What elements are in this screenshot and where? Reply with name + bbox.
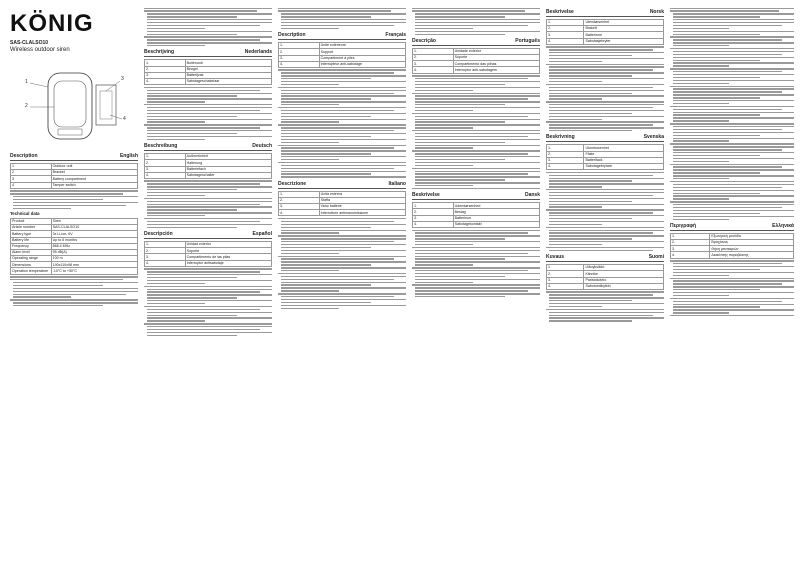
section-header-pt: Descrição Português [412,37,540,44]
parts-table-fi: 1. Ulkoyksikkö 2. Kiinnike 3. Paristokotelo 4. Sabotointikytkin [546,264,664,290]
section-header-sv: Beskrivning Svenska [546,134,664,141]
section-header-da: Beskrivelse Dansk [412,192,540,199]
parts-table-pt: 1. Unidade exterior 2. Suporte 3. Compartimento das pilhas 4. Interruptor anti-sabotagem [412,48,540,74]
brand-logo: KÖNIG [10,10,94,37]
parts-table-da: 1. Udendørsenhed 2. Beslag 3. Batterirum 4. Sabotagekontakt [412,202,540,228]
language-label: English [119,153,138,159]
column-3 [278,6,406,562]
parts-table-sv: 1. Utomhusenhet 2. Fäste 3. Batterifack 4. Sabotagebrytare [546,144,664,170]
section-header-no: Beskrivelse Norsk [546,9,664,15]
product-diagram [10,57,138,149]
parts-table: 1 Outdoor unit 2 Bracket 3 Battery compartment 4 Tamper switch [10,163,138,189]
diagram-label-4: 4 [123,116,126,122]
section-header-nl: Beschrijving Nederlands [144,49,272,56]
section-header-english [10,153,138,161]
siren-illustration [10,57,138,149]
column-2 [144,6,272,562]
diagram-label-1: 1 [25,79,28,85]
parts-table-es: 1. Unidad exterior 2. Soporte 3. Compartimento de las pilas 4. Interruptor antisabotaje [144,241,272,267]
column-6 [670,6,794,562]
parts-table-fr: 1. Unité extérieure 2. Support 3. Compartiment à piles 4. Interrupteur anti-sabotage [278,42,406,68]
tech-data-heading: Technical data [10,210,40,216]
column-5 [546,6,664,562]
column-english [10,8,138,564]
parts-table-no: 1. Utendørsenhet 2. Brakett 3. Batterirom 4. Sabotasjebryter [546,19,664,45]
section-header-es: Descripción Español [144,231,272,238]
model-number: SAS-CLALSO10 [10,40,49,46]
section-header-fi: Kuvaus Suomi [546,254,664,261]
column-4 [412,6,540,562]
diagram-label-3: 3 [121,76,124,82]
section-header-el: Περιγραφή Ελληνικά [670,222,794,229]
description-heading: Description [10,153,38,159]
parts-table-nl: 1. Buitenunit 2. Beugel 3. Batterijvak 4. Sabotageschakelaar [144,59,272,85]
diagram-label-2: 2 [25,103,28,109]
parts-table-de: 1. Außeneinheit 2. Halterung 3. Batteriefach 4. Sabotageschalter [144,153,272,179]
section-header-it: Descrizione Italiano [278,180,406,187]
parts-table-it: 1. Unità esterna 2. Staffa 3. Vano batterie 4. Interruttore antimanomissione [278,191,406,217]
parts-table-el: 1. Εξωτερική μονάδα 2. Βραχίονας 3. Θήκη μπαταριών 4. Διακόπτης παραβίασης [670,233,794,259]
tech-data-table: Product Siren Article number SAS-CLALSO10 Battery type 3x Li-ion, 6V Battery life Up to 6 months Frequency 868.4 MHz Alarm level 95 dB(A) Operating range 100 m Dimensions 190x110x98 mm Operation temperature -10°C to +50°C [10,218,138,275]
section-header-de: Beschreibung Deutsch [144,143,272,150]
product-subtitle: Wireless outdoor siren [10,47,70,53]
section-header-fr: Description Français [278,32,406,39]
